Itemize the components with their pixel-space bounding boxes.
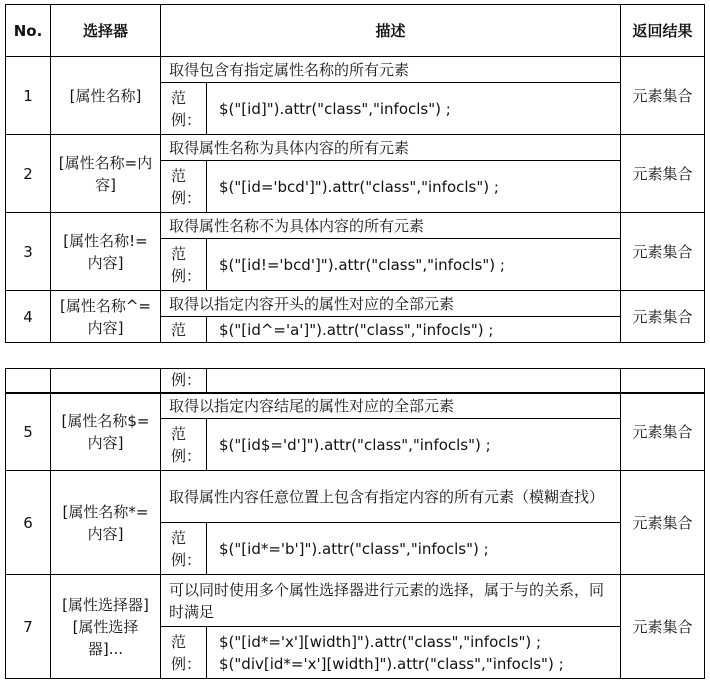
row-number: 1 — [6, 57, 51, 135]
header-no: No. — [6, 5, 51, 57]
result-cell: 元素集合 — [621, 575, 705, 679]
selector-table-part2 — [5, 368, 705, 679]
selector-cell: [属性名称$=内容] — [51, 393, 161, 471]
example-label: 范例： — [161, 419, 207, 471]
table-row — [6, 575, 705, 627]
result-cell: 元素集合 — [621, 57, 705, 135]
description-cell: 可以同时使用多个属性选择器进行元素的选择，属于与的关系，同时满足 — [161, 575, 621, 627]
example-code: $("[id^='a']").attr("class","infocls") ; — [207, 317, 621, 343]
description-cell: 取得属性名称为具体内容的所有元素 — [161, 135, 621, 161]
example-code: $("[id*='b']").attr("class","infocls") ; — [207, 523, 621, 575]
result-cell: 元素集合 — [621, 471, 705, 575]
description-cell: 取得包含有指定属性名称的所有元素 — [161, 57, 621, 83]
continuation-row — [6, 369, 705, 393]
example-code: $("[id$='d']").attr("class","infocls") ; — [207, 419, 621, 471]
example-label: 范例： — [161, 161, 207, 213]
header-result: 返回结果 — [621, 5, 705, 57]
header-description: 描述 — [161, 5, 621, 57]
table-row — [6, 393, 705, 419]
table-row — [6, 291, 705, 317]
table-row — [6, 135, 705, 161]
selector-cell: [属性名称!=内容] — [51, 213, 161, 291]
selector-cell: [属性名称^=内容] — [51, 291, 161, 343]
selector-cell: [属性名称*=内容] — [51, 471, 161, 575]
selector-cell: [属性名称] — [51, 57, 161, 135]
table-header-row — [6, 5, 705, 57]
result-cell: 元素集合 — [621, 393, 705, 471]
example-code-line: $("div[id*='x'][width]").attr("class","infocls") ; — [219, 654, 564, 673]
result-cell: 元素集合 — [621, 213, 705, 291]
table-row — [6, 213, 705, 239]
example-label: 例： — [161, 369, 207, 393]
row-number: 6 — [6, 471, 51, 575]
table-row — [6, 57, 705, 83]
selector-cell: [属性选择器][属性选择器]... — [51, 575, 161, 679]
description-cell: 取得属性名称不为具体内容的所有元素 — [161, 213, 621, 239]
example-label: 范例： — [161, 627, 207, 679]
row-number: 5 — [6, 393, 51, 471]
example-label: 范例： — [161, 523, 207, 575]
row-number: 3 — [6, 213, 51, 291]
description-cell: 取得以指定内容结尾的属性对应的全部元素 — [161, 393, 621, 419]
row-number: 2 — [6, 135, 51, 213]
selector-table-part1 — [5, 4, 705, 343]
example-label: 范 — [161, 317, 207, 343]
description-cell: 取得以指定内容开头的属性对应的全部元素 — [161, 291, 621, 317]
example-code-line: $("[id*='x'][width]").attr("class","infocls") ; — [219, 632, 542, 651]
example-label: 范例： — [161, 239, 207, 291]
row-number: 7 — [6, 575, 51, 679]
result-cell: 元素集合 — [621, 135, 705, 213]
example-code — [207, 627, 621, 679]
row-number: 4 — [6, 291, 51, 343]
selector-cell: [属性名称=内容] — [51, 135, 161, 213]
result-cell: 元素集合 — [621, 291, 705, 343]
description-cell: 取得属性内容任意位置上包含有指定内容的所有元素（模糊查找） — [161, 471, 621, 523]
example-code: $("[id!='bcd']").attr("class","infocls") ; — [207, 239, 621, 291]
example-code: $("[id]").attr("class","infocls") ; — [207, 83, 621, 135]
header-selector: 选择器 — [51, 5, 161, 57]
example-code: $("[id='bcd']").attr("class","infocls") ; — [207, 161, 621, 213]
example-label: 范例： — [161, 83, 207, 135]
table-row — [6, 471, 705, 523]
